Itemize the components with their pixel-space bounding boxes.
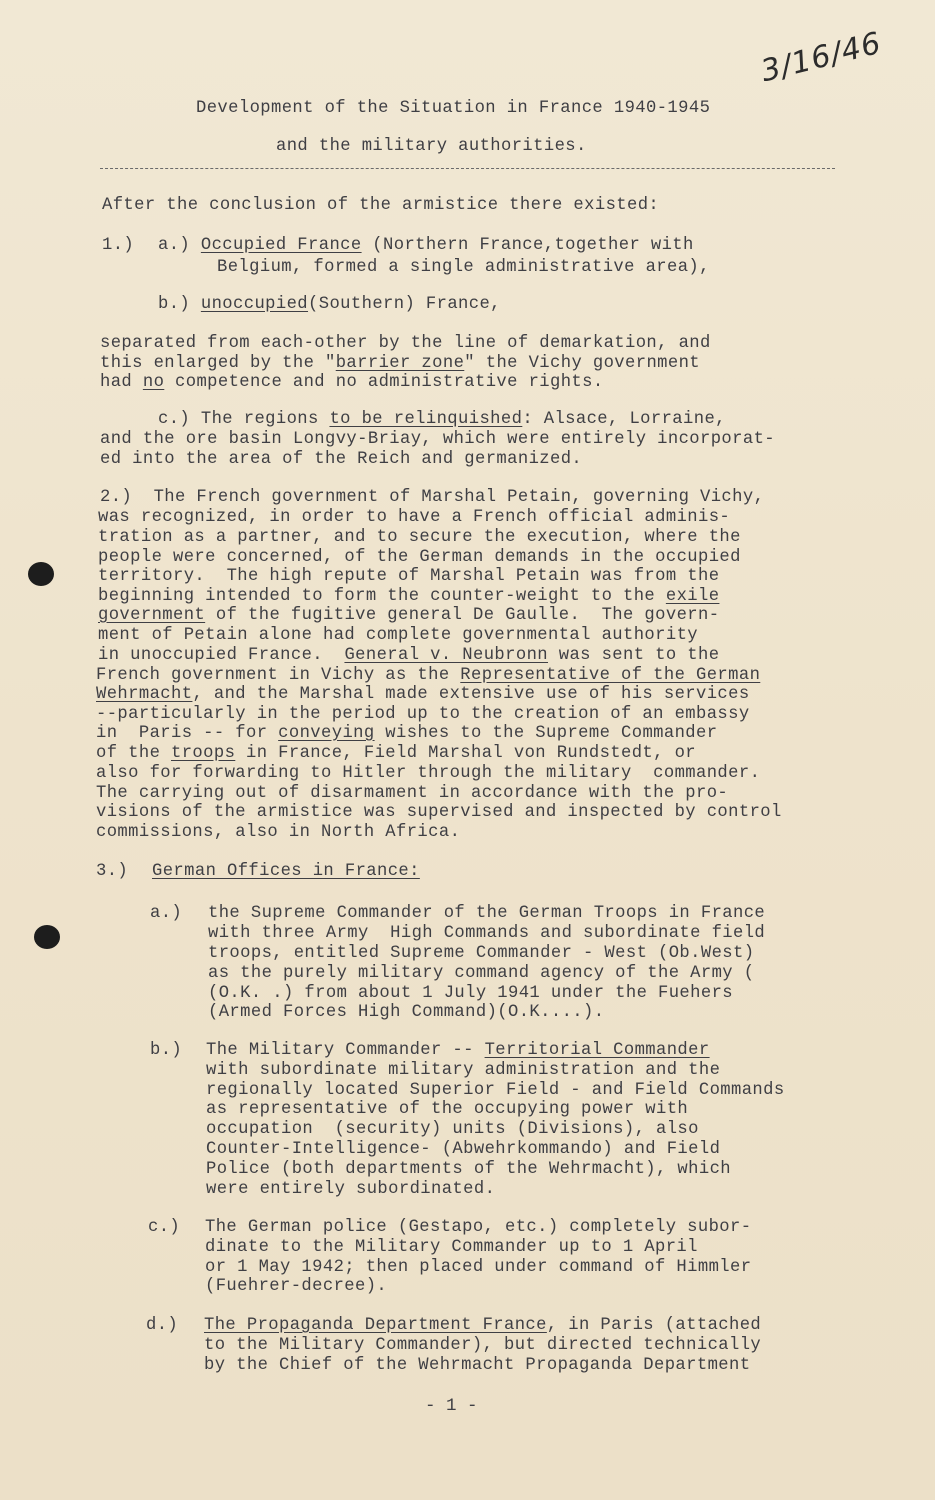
item-3b-line-4: as representative of the occupying power with bbox=[206, 1100, 689, 1119]
troops-term: troops bbox=[171, 744, 236, 763]
item-3a-line-6: (Armed Forces High Command)(O.K....). bbox=[208, 1003, 605, 1022]
item-1b-line: b.) unoccupied(Southern) France, bbox=[158, 295, 501, 314]
item-3-heading: German Offices in France: bbox=[152, 862, 420, 881]
title-line-2: and the military authorities. bbox=[276, 137, 587, 156]
item-2-line-8: ment of Petain alone had complete governmental authority bbox=[98, 626, 698, 645]
item-3d-line-3: by the Chief of the Wehrmacht Propaganda Department bbox=[204, 1356, 751, 1375]
item-3b-line-3: regionally located Superior Field - and Field Commands bbox=[206, 1081, 785, 1100]
item-1a-line-2: Belgium, formed a single administrative area), bbox=[217, 258, 710, 277]
item-3c-line-1: The German police (Gestapo, etc.) completely subor- bbox=[205, 1218, 752, 1237]
title-divider bbox=[100, 168, 835, 169]
item-1c-line-2: and the ore basin Longvy-Briay, which were entirely incorporat- bbox=[100, 430, 775, 449]
wehrmacht-term: Wehrmacht bbox=[96, 685, 193, 704]
item-3a-line-5: (O.K. .) from about 1 July 1941 under the Fuehers bbox=[208, 984, 733, 1003]
item-2-line-9: in unoccupied France. General v. Neubronn was sent to the bbox=[98, 646, 720, 665]
punch-hole-top bbox=[28, 562, 54, 586]
item-2-line-4: people were concerned, of the German demands in the occupied bbox=[98, 548, 741, 567]
page-number: - 1 - bbox=[425, 1396, 478, 1416]
item-3a-line-1: the Supreme Commander of the German Troops in France bbox=[208, 904, 766, 923]
item-1a-label: a.) bbox=[158, 236, 191, 255]
conveying-term: conveying bbox=[278, 724, 375, 743]
item-1c-line-3: ed into the area of the Reich and germanized. bbox=[100, 450, 583, 469]
item-2-line-6: beginning intended to form the counter-weight to the exile bbox=[98, 587, 720, 606]
item-2-line-18: commissions, also in North Africa. bbox=[96, 823, 461, 842]
item-3b-line-8: were entirely subordinated. bbox=[206, 1180, 496, 1199]
item-2-line-11: Wehrmacht, and the Marshal made extensive use of his services bbox=[96, 685, 750, 704]
title-line-1: Development of the Situation in France 1940-1945 bbox=[196, 99, 711, 118]
no-term: no bbox=[142, 373, 165, 392]
item-2-line-1: 2.) The French government of Marshal Petain, governing Vichy, bbox=[100, 488, 765, 507]
propaganda-department-term: The Propaganda Department France bbox=[204, 1316, 547, 1335]
item-3c-line-4: (Fuehrer-decree). bbox=[205, 1277, 388, 1296]
item-3b-line-2: with subordinate military administration and the bbox=[206, 1061, 721, 1080]
item-2-line-7: government of the fugitive general De Gaulle. The govern- bbox=[98, 606, 720, 625]
item-2-line-12: --particularly in the period up to the creation of an embassy bbox=[96, 705, 750, 724]
item-2-line-3: tration as a partner, and to secure the execution, where the bbox=[98, 528, 741, 547]
unoccupied-term: unoccupied bbox=[200, 295, 309, 314]
occupied-france-term: Occupied France bbox=[200, 236, 362, 255]
item-3a-line-4: as the purely military command agency of the Army ( bbox=[208, 964, 755, 983]
item-2-line-16: The carrying out of disarmament in accordance with the pro- bbox=[96, 784, 729, 803]
relinquished-term: to be relinquished bbox=[329, 410, 523, 429]
item-1-number: 1.) bbox=[102, 236, 135, 255]
item-2-line-14: of the troops in France, Field Marshal von Rundstedt, or bbox=[96, 744, 697, 763]
separation-line-2: this enlarged by the "barrier zone" the Vichy government bbox=[100, 354, 701, 373]
separation-line-3: had no competence and no administrative rights. bbox=[100, 373, 604, 392]
item-3a-line-3: troops, entitled Supreme Commander - West (Ob.West) bbox=[208, 944, 755, 963]
exile-term: exile bbox=[665, 587, 720, 606]
item-2-line-17: visions of the armistice was supervised and inspected by control bbox=[96, 803, 782, 822]
item-2-line-15: also for forwarding to Hitler through the military commander. bbox=[96, 764, 761, 783]
item-3a-label: a.) bbox=[150, 904, 183, 923]
barrier-zone-term: barrier zone bbox=[335, 354, 465, 373]
item-3b-line-1: The Military Commander -- Territorial Commander bbox=[206, 1041, 710, 1060]
intro-text: After the conclusion of the armistice there existed: bbox=[102, 196, 660, 215]
item-3-number: 3.) bbox=[96, 862, 129, 881]
handwritten-date-annotation: 3/16/46 bbox=[757, 25, 886, 90]
representative-term: Representative of the German bbox=[460, 666, 761, 685]
item-3d-label: d.) bbox=[146, 1316, 179, 1335]
neubronn-term: General v. Neubronn bbox=[344, 646, 549, 665]
item-3b-line-6: Counter-Intelligence- (Abwehrkommando) and Field bbox=[206, 1140, 721, 1159]
item-3d-line-1: The Propaganda Department France, in Paris (attached bbox=[204, 1316, 762, 1335]
item-3b-line-5: occupation (security) units (Divisions), also bbox=[206, 1120, 699, 1139]
item-3b-line-7: Police (both departments of the Wehrmacht), which bbox=[206, 1160, 731, 1179]
item-3c-label: c.) bbox=[148, 1218, 181, 1237]
punch-hole-bottom bbox=[34, 925, 60, 949]
item-2-line-5: territory. The high repute of Marshal Petain was from the bbox=[98, 567, 720, 586]
item-2-line-10: French government in Vichy as the Representative of the German bbox=[96, 666, 761, 685]
item-3c-line-3: or 1 May 1942; then placed under command of Himmler bbox=[205, 1258, 752, 1277]
item-3a-line-2: with three Army High Commands and subordinate field bbox=[208, 924, 766, 943]
item-1c-line-1: c.) The regions to be relinquished: Alsace, Lorraine, bbox=[158, 410, 726, 429]
territorial-commander-term: Territorial Commander bbox=[484, 1041, 710, 1060]
item-3c-line-2: dinate to the Military Commander up to 1 April bbox=[205, 1238, 698, 1257]
government-term: government bbox=[98, 606, 206, 625]
item-2-line-13: in Paris -- for conveying wishes to the Supreme Commander bbox=[96, 724, 718, 743]
item-1a-line-1: a.) Occupied France (Northern France,together with bbox=[158, 236, 694, 255]
item-3d-line-2: to the Military Commander), but directed technically bbox=[204, 1336, 762, 1355]
item-2-line-2: was recognized, in order to have a French official adminis- bbox=[98, 508, 731, 527]
item-3b-label: b.) bbox=[150, 1041, 183, 1060]
separation-line-1: separated from each-other by the line of demarkation, and bbox=[100, 334, 711, 353]
